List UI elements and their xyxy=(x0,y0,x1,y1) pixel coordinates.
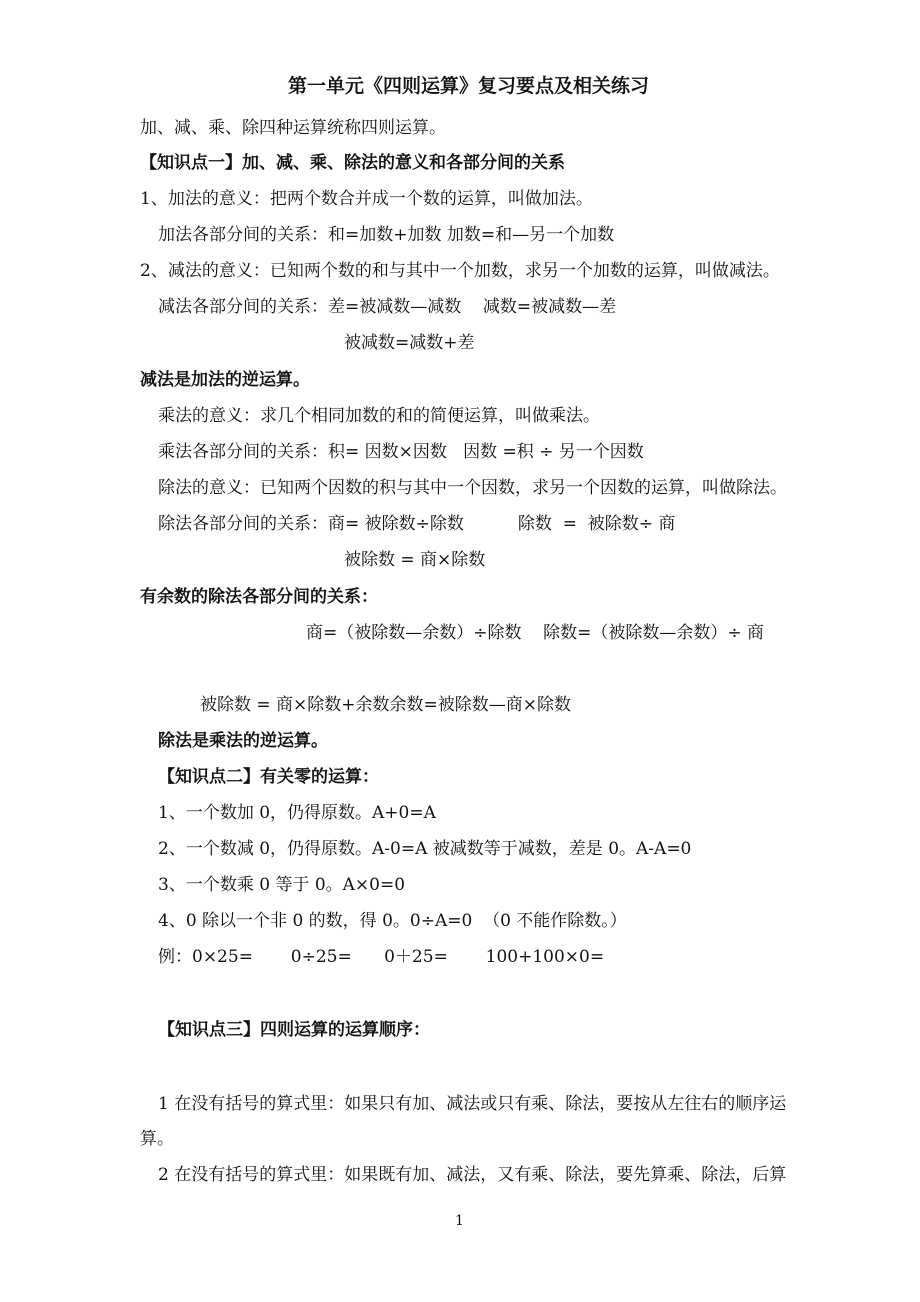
kp1-heading: 【知识点一】加、减、乘、除法的意义和各部分间的关系 xyxy=(140,153,565,173)
page-title: 第一单元《四则运算》复习要点及相关练习 xyxy=(288,75,650,97)
kp1-line-15: 除法是乘法的逆运算。 xyxy=(158,731,328,751)
kp2-line-3: 3、一个数乘 0 等于 0。A×0=0 xyxy=(158,875,406,895)
kp1-line-14: 被除数 = 商×除数+余数余数=被除数—商×除数 xyxy=(200,695,572,715)
kp2-line-4: 4、0 除以一个非 0 的数，得 0。0÷A=0 （0 不能作除数。） xyxy=(158,911,627,931)
kp1-line-2: 加法各部分间的关系：和=加数+加数 加数=和—另一个加数 xyxy=(158,225,615,245)
kp3-heading: 【知识点三】四则运算的运算顺序： xyxy=(158,1020,430,1040)
kp1-line-5: 被减数=减数+差 xyxy=(344,333,475,353)
kp1-line-7: 乘法的意义：求几个相同加数的和的简便运算，叫做乘法。 xyxy=(158,406,600,426)
kp2-heading: 【知识点二】有关零的运算： xyxy=(158,767,379,787)
kp3-line-1: 1 在没有括号的算式里：如果只有加、减法或只有乘、除法，要按从左往右的顺序运 xyxy=(158,1094,787,1114)
kp1-line-4: 减法各部分间的关系：差=被减数—减数 减数=被减数—差 xyxy=(158,297,617,317)
kp1-line-9: 除法的意义：已知两个因数的积与其中一个因数，求另一个因数的运算，叫做除法。 xyxy=(158,478,787,498)
kp2-line-5: 例：0×25= 0÷25= 0＋25= 100+100×0= xyxy=(158,947,605,967)
kp1-line-8: 乘法各部分间的关系：积= 因数×因数 因数 =积 ÷ 另一个因数 xyxy=(158,442,644,462)
kp1-line-11: 被除数 = 商×除数 xyxy=(344,550,486,570)
kp1-line-12: 有余数的除法各部分间的关系： xyxy=(140,587,378,607)
kp3-line-2: 算。 xyxy=(140,1129,174,1149)
kp1-line-3: 2、减法的意义：已知两个数的和与其中一个加数，求另一个加数的运算，叫做减法。 xyxy=(140,261,780,281)
page-number: 1 xyxy=(455,1213,464,1229)
kp2-line-2: 2、一个数减 0，仍得原数。A-0=A 被减数等于减数，差是 0。A-A=0 xyxy=(158,839,692,859)
kp1-line-1: 1、加法的意义：把两个数合并成一个数的运算，叫做加法。 xyxy=(140,189,593,209)
intro-text: 加、减、乘、除四种运算统称四则运算。 xyxy=(140,118,446,138)
kp2-line-1: 1、一个数加 0，仍得原数。A+0=A xyxy=(158,803,436,823)
kp1-line-6: 减法是加法的逆运算。 xyxy=(140,370,310,390)
kp1-line-10: 除法各部分间的关系：商= 被除数÷除数 除数 = 被除数÷ 商 xyxy=(158,514,676,534)
kp3-line-3: 2 在没有括号的算式里：如果既有加、减法，又有乘、除法，要先算乘、除法，后算 xyxy=(158,1165,787,1185)
kp1-line-13: 商=（被除数—余数）÷除数 除数=（被除数—余数）÷ 商 xyxy=(306,623,764,643)
